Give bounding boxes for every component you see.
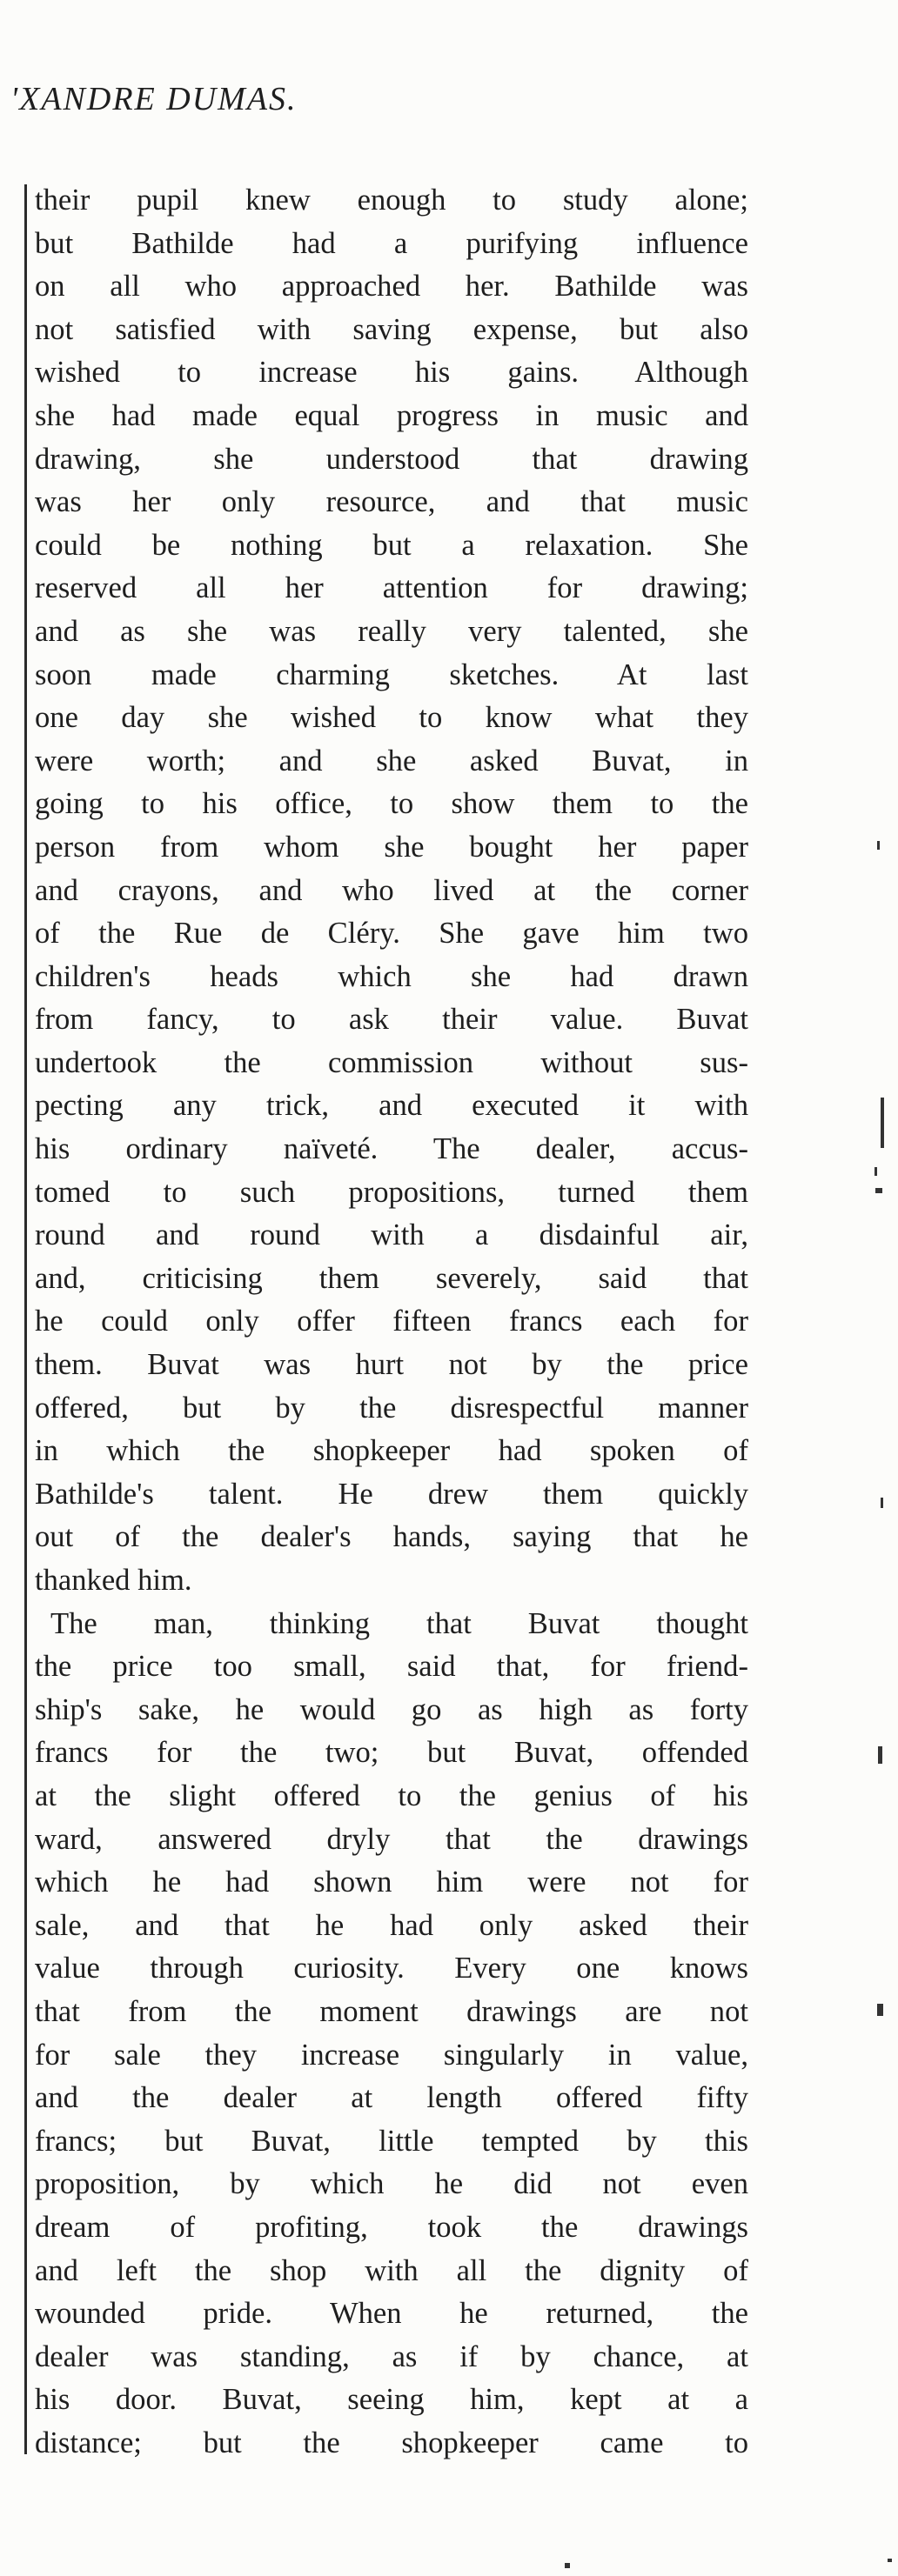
text-line: person from whom she bought her paper [35, 830, 748, 864]
text-line: that from the moment drawings are not [35, 1994, 748, 2028]
scan-mark [875, 1167, 877, 1176]
text-line: pecting any trick, and executed it with [35, 1089, 748, 1123]
scan-mark [881, 1498, 883, 1508]
text-line: could be nothing but a relaxation. She [35, 528, 748, 562]
text-line: offered, but by the disrespectful manner [35, 1391, 748, 1425]
text-line: and, criticising them severely, said that [35, 1261, 748, 1295]
text-line: his ordinary naïveté. The dealer, accus- [35, 1132, 748, 1166]
text-line: undertook the commission without sus- [35, 1045, 748, 1079]
text-line: his door. Buvat, seeing him, kept at a [35, 2383, 748, 2417]
text-line: and crayons, and who lived at the corner [35, 873, 748, 907]
text-line: and left the shop with all the dignity of [35, 2253, 748, 2287]
text-line: drawing, she understood that drawing [35, 442, 748, 476]
text-line: one day she wished to know what they [35, 701, 748, 735]
text-line: value through curiosity. Every one knows [35, 1952, 748, 1985]
text-line: out of the dealer's hands, saying that he [35, 1520, 748, 1554]
text-line: wounded pride. When he returned, the [35, 2297, 748, 2331]
text-line: was her only resource, and that music [35, 485, 748, 519]
text-line: round and round with a disdainful air, [35, 1218, 748, 1252]
text-line: francs for the two; but Buvat, offended [35, 1736, 748, 1770]
text-line: the price too small, said that, for friend- [35, 1650, 748, 1684]
text-line: for sale they increase singularly in value, [35, 2038, 748, 2072]
text-line: tomed to such propositions, turned them [35, 1175, 748, 1209]
text-line: their pupil knew enough to study alone; [35, 184, 748, 217]
text-line: children's heads which she had drawn [35, 959, 748, 993]
text-line: going to his office, to show them to the [35, 787, 748, 821]
scan-mark [888, 2559, 892, 2562]
scan-mark [875, 1188, 882, 1193]
scan-mark [877, 2004, 883, 2016]
text-line: he could only offer fifteen francs each for [35, 1305, 748, 1338]
column-rule [24, 184, 27, 2454]
scan-mark [565, 2563, 570, 2568]
text-line: ward, answered dryly that the drawings [35, 1822, 748, 1856]
scan-mark [878, 1746, 882, 1764]
text-line: soon made charming sketches. At last [35, 657, 748, 691]
text-line: and as she was really very talented, she [35, 614, 748, 648]
text-line: of the Rue de Cléry. She gave him two [35, 917, 748, 951]
text-line: dream of profiting, took the drawings [35, 2210, 748, 2244]
text-line: Bathilde's talent. He drew them quickly [35, 1477, 748, 1511]
text-column [35, 179, 748, 2465]
text-line: but Bathilde had a purifying influence [35, 226, 748, 260]
text-line: she had made equal progress in music and [35, 398, 748, 432]
text-line: sale, and that he had only asked their [35, 1908, 748, 1942]
text-line: The man, thinking that Buvat thought [50, 1606, 748, 1640]
text-line: proposition, by which he did not even [35, 2167, 748, 2201]
scan-mark [881, 1098, 884, 1148]
text-line: distance; but the shopkeeper came to [35, 2426, 748, 2459]
paragraph-2 [35, 1603, 748, 2466]
text-line: francs; but Buvat, little tempted by this [35, 2124, 748, 2158]
text-line: ship's sake, he would go as high as forty [35, 1692, 748, 1726]
text-line: on all who approached her. Bathilde was [35, 270, 748, 304]
paragraph-1 [35, 179, 748, 1603]
text-line: were worth; and she asked Buvat, in [35, 744, 748, 777]
text-line: at the slight offered to the genius of his [35, 1779, 748, 1812]
text-line: wished to increase his gains. Although [35, 356, 748, 390]
text-line: dealer was standing, as if by chance, at [35, 2339, 748, 2373]
running-head: 'XANDRE DUMAS. [10, 81, 298, 117]
text-line: in which the shopkeeper had spoken of [35, 1434, 748, 1468]
text-line: them. Buvat was hurt not by the price [35, 1348, 748, 1382]
text-line: and the dealer at length offered fifty [35, 2081, 748, 2115]
text-line: thanked him. [35, 1564, 192, 1597]
scan-mark [877, 841, 880, 850]
text-line: from fancy, to ask their value. Buvat [35, 1003, 748, 1037]
text-line: which he had shown him were not for [35, 1865, 748, 1899]
text-line: reserved all her attention for drawing; [35, 571, 748, 605]
text-line: not satisfied with saving expense, but also [35, 312, 748, 346]
